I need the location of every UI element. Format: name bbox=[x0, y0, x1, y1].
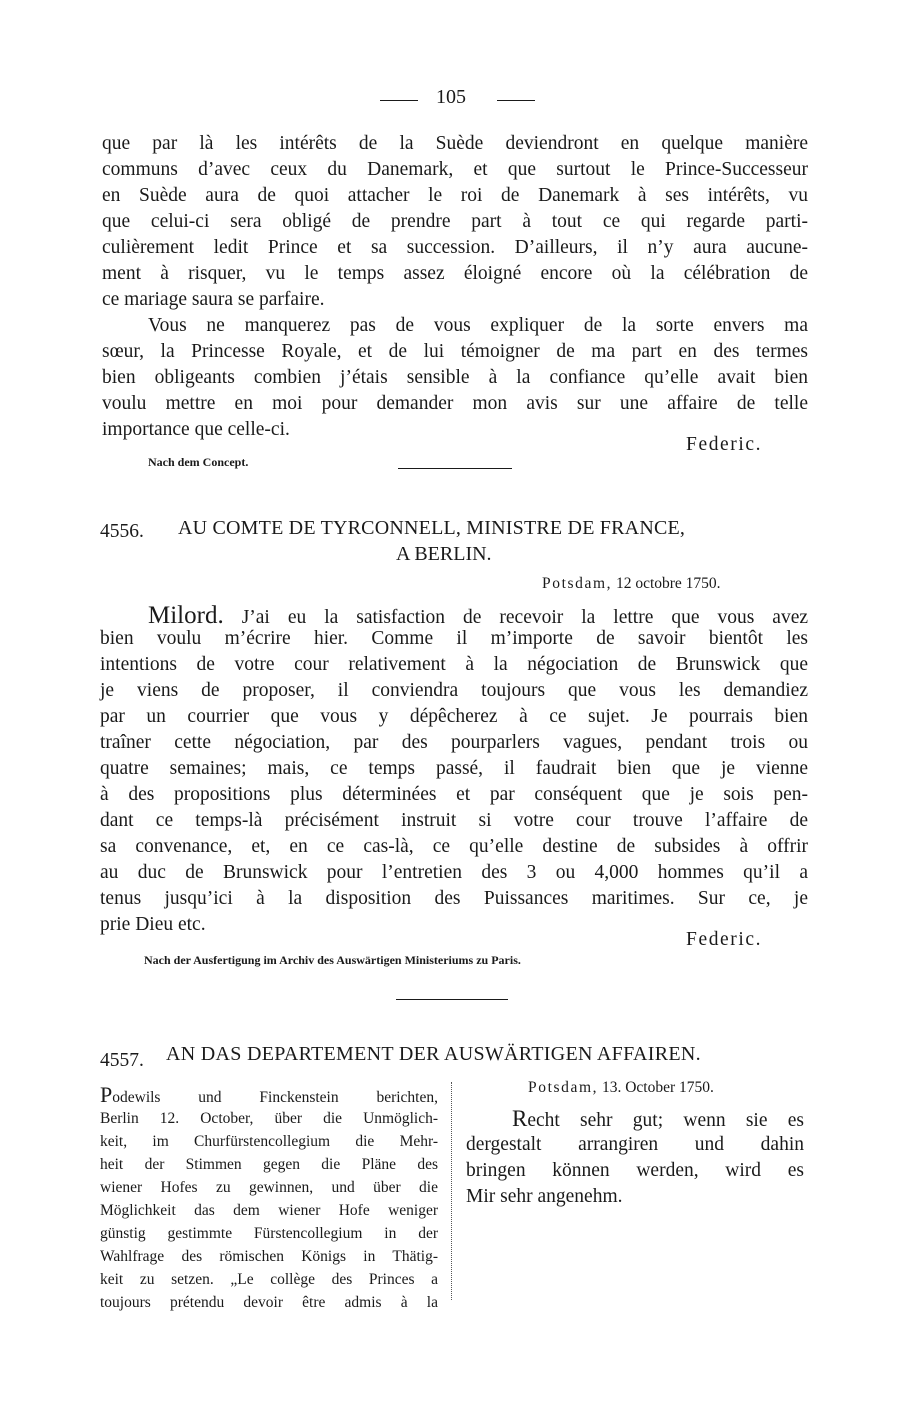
signature: Federic. bbox=[686, 929, 763, 950]
signature: Federic. bbox=[686, 434, 763, 455]
text-line: Vous ne manquerez pas de vous expliquer de la sorte envers ma bbox=[148, 315, 808, 336]
letter-dateline bbox=[528, 1079, 714, 1097]
reply-line: Mir sehr angenehm. bbox=[466, 1186, 623, 1207]
letter-heading-continued: A BERLIN. bbox=[396, 543, 492, 565]
reply-line: bringen können werden, wird es bbox=[466, 1160, 804, 1181]
letter-number: 4556. bbox=[100, 521, 144, 542]
text-line: bien voulu m’écrire hier. Comme il m’importe de savoir bientôt les bbox=[100, 628, 808, 649]
header-rule-right bbox=[497, 100, 535, 101]
letter-number: 4557. bbox=[100, 1050, 144, 1071]
text-line: sœur, la Princesse Royale, et de lui témoigner de ma part en des termes bbox=[102, 341, 808, 362]
summary-line: wiener Hofes zu gewinnen, und über die bbox=[100, 1179, 438, 1196]
letter-heading: AN DAS DEPARTEMENT DER AUSWÄRTIGEN AFFAIREN. bbox=[166, 1043, 701, 1065]
source-note: Nach dem Concept. bbox=[148, 455, 249, 469]
letter-dateline bbox=[542, 575, 721, 593]
summary-line: Möglichkeit das dem wiener Hofe weniger bbox=[100, 1202, 438, 1219]
text-line: par un courrier que vous y dépêcherez à ce sujet. Je pourrais bien bbox=[100, 706, 808, 727]
text-line: à des propositions plus déterminées et par conséquent que je sois pen- bbox=[100, 784, 808, 805]
summary-line: Wahlfrage des römischen Königs in Thätig- bbox=[100, 1248, 438, 1265]
letter-heading: AU COMTE DE TYRCONNELL, MINISTRE DE FRANCE, bbox=[178, 517, 686, 539]
summary-line: toujours prétendu devoir être admis à la bbox=[100, 1294, 438, 1311]
summary-line: günstig gestimmte Fürstencollegium in der bbox=[100, 1225, 438, 1242]
summary-line-rest: odewils und Finckenstein berichten, bbox=[112, 1089, 438, 1106]
text-line: que celui-ci sera obligé de prendre part à tout ce qui regarde parti- bbox=[102, 211, 808, 232]
text-line: importance que celle-ci. bbox=[102, 419, 290, 440]
text-line: quatre semaines; mais, ce temps passé, il faudrait bien que je vienne bbox=[100, 758, 808, 779]
dateline-place: Potsdam, bbox=[528, 1079, 599, 1096]
text-line: ment à risquer, vu le temps assez éloigné encore où la célébration de bbox=[102, 263, 808, 284]
text-line: voulu mettre en moi pour demander mon avis sur une affaire de telle bbox=[102, 393, 808, 414]
reply-line bbox=[512, 1106, 804, 1132]
dateline-date: 13. October 1750. bbox=[601, 1079, 714, 1096]
reply-line-rest: echt sehr gut; wenn sie es bbox=[527, 1110, 804, 1131]
text-line: communs d’avec ceux du Danemark, et que surtout le Prince-Successeur bbox=[102, 159, 808, 180]
header-rule-left bbox=[380, 100, 418, 101]
summary-line: Berlin 12. October, über die Unmöglich- bbox=[100, 1110, 438, 1127]
text-line-first bbox=[148, 602, 808, 630]
text-line: que par là les intérêts de la Suède deviendront en quelque manière bbox=[102, 133, 808, 154]
text-line: intentions de votre cour relativement à la négociation de Brunswick que bbox=[100, 654, 808, 675]
summary-line: keit, im Churfürstencollegium die Mehr- bbox=[100, 1133, 438, 1150]
text-line: en Suède aura de quoi attacher le roi de Danemark à ses intérêts, vu bbox=[102, 185, 808, 206]
source-note: Nach der Ausfertigung im Archiv des Auswärtigen Ministeriums zu Paris. bbox=[144, 953, 521, 967]
text-line: traîner cette négociation, par des pourparlers vagues, pendant trois ou bbox=[100, 732, 808, 753]
reply-line: dergestalt arrangiren und dahin bbox=[466, 1134, 804, 1155]
text-line: culièrement ledit Prince et sa succession. D’ailleurs, il n’y aura aucune- bbox=[102, 237, 808, 258]
column-divider bbox=[451, 1082, 452, 1300]
text-line: dant ce temps-là précisément instruit si votre cour trouve l’affaire de bbox=[100, 810, 808, 831]
reply-initial: R bbox=[512, 1106, 528, 1131]
text-line: bien obligeants combien j’étais sensible à la confiance qu’elle avait bien bbox=[102, 367, 808, 388]
page-number: 105 bbox=[436, 86, 466, 108]
summary-initial: P bbox=[100, 1082, 113, 1107]
summary-line: keit zu setzen. „Le collège des Princes a bbox=[100, 1271, 438, 1288]
section-divider bbox=[396, 999, 508, 1000]
salutation: Milord. bbox=[148, 602, 224, 629]
text-line: sa convenance, et, en ce cas-là, ce qu’elle destine de subsides à offrir bbox=[100, 836, 808, 857]
section-divider bbox=[398, 468, 512, 469]
summary-line bbox=[100, 1082, 438, 1108]
text-line: au duc de Brunswick pour l’entretien des 3 ou 4,000 hommes qu’il a bbox=[100, 862, 808, 883]
dateline-place: Potsdam, bbox=[542, 575, 613, 592]
dateline-date: 12 octobre 1750. bbox=[615, 575, 721, 592]
summary-line: heit der Stimmen gegen die Pläne des bbox=[100, 1156, 438, 1173]
text-line-rest: J’ai eu la satisfaction de recevoir la lettre que vous avez bbox=[241, 607, 808, 628]
text-line: tenus jusqu’ici à la disposition des Puissances maritimes. Sur ce, je bbox=[100, 888, 808, 909]
text-line: ce mariage saura se parfaire. bbox=[102, 289, 325, 310]
text-line: prie Dieu etc. bbox=[100, 914, 206, 935]
text-line: je viens de proposer, il conviendra toujours que vous les demandiez bbox=[100, 680, 808, 701]
